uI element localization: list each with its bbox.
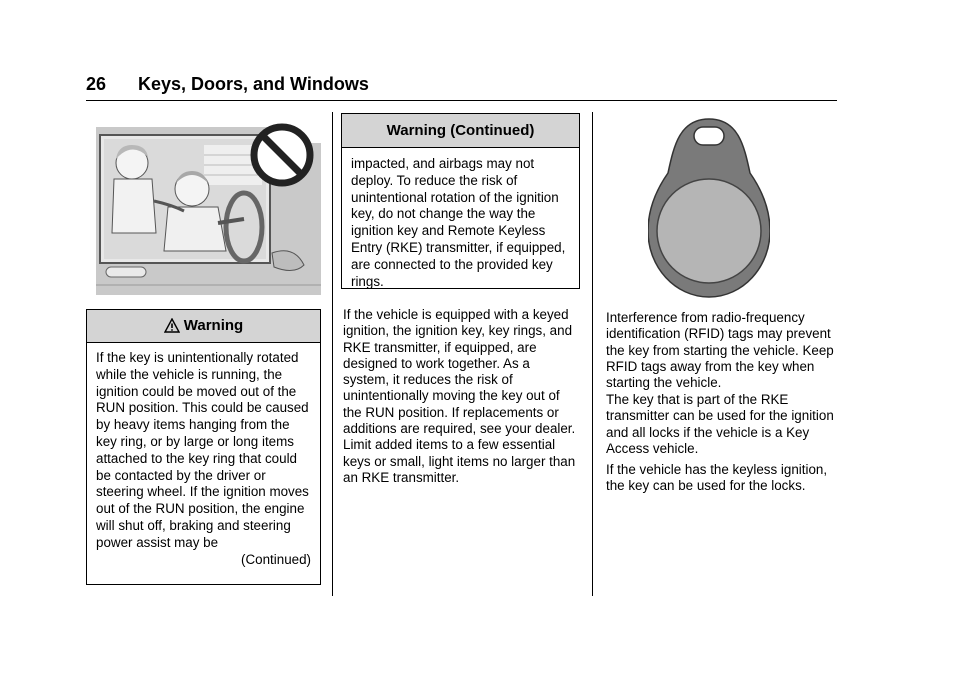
section-title: Keys, Doors, and Windows	[138, 74, 369, 94]
warning-continued-body: impacted, and airbags may not deploy. To reduce the risk of unintentional rotation of the ignition key, do not change the way the ignition key and Remote Keyless Entry (RKE) transmitter, if equipped, are connected to the provided key rings.	[351, 156, 566, 289]
keyless-ignition-paragraph: If the vehicle has the keyless ignition, the key can be used for the locks.	[606, 462, 828, 494]
page-number: 26	[86, 74, 107, 94]
no-children-in-car-warning-illustration	[94, 115, 321, 295]
warning-continued-heading: Warning (Continued)	[342, 114, 579, 148]
keyed-ignition-paragraph: If the vehicle is equipped with a keyed ignition, the ignition key, key rings, and RKE transmitter, if equipped, are designed to work together. As a system, it reduces the risk of unintentionally moving the key out of the RUN position. If replacements or additions are required, see your dealer. Limit added items to a few essential keys or small, light items no larger than an RKE transmitter.	[343, 307, 576, 485]
column-divider-right	[592, 112, 593, 596]
key-access-paragraph: The key that is part of the RKE transmitter can be used for the ignition and all locks if the vehicle is a Key Access vehicle.	[606, 392, 834, 456]
warning-box	[86, 309, 321, 585]
warning-continued-box	[341, 113, 580, 289]
warning-body-text: If the key is unintentionally rotated while the vehicle is running, the ignition could be moved out of the RUN position. This could be caused by heavy items hanging from the key ring, or by large or long items attached to the key ring that could be contacted by the driver or steering wheel. If the ignition moves out of the RUN position, the engine will shut off, braking and steering power assist may be	[96, 350, 309, 550]
warning-heading	[87, 310, 320, 343]
continued-label: (Continued)	[241, 551, 311, 567]
rfid-paragraph: Interference from radio-frequency identification (RFID) tags may prevent the key from starting the vehicle. Keep RFID tags away from the key when starting the vehicle.	[606, 310, 834, 391]
page-header	[86, 72, 837, 101]
column-divider-left	[332, 112, 333, 596]
warning-heading-text: Warning	[183, 317, 244, 334]
rfid-tag-keyfob-icon	[648, 115, 770, 299]
warning-triangle-icon	[164, 318, 180, 334]
